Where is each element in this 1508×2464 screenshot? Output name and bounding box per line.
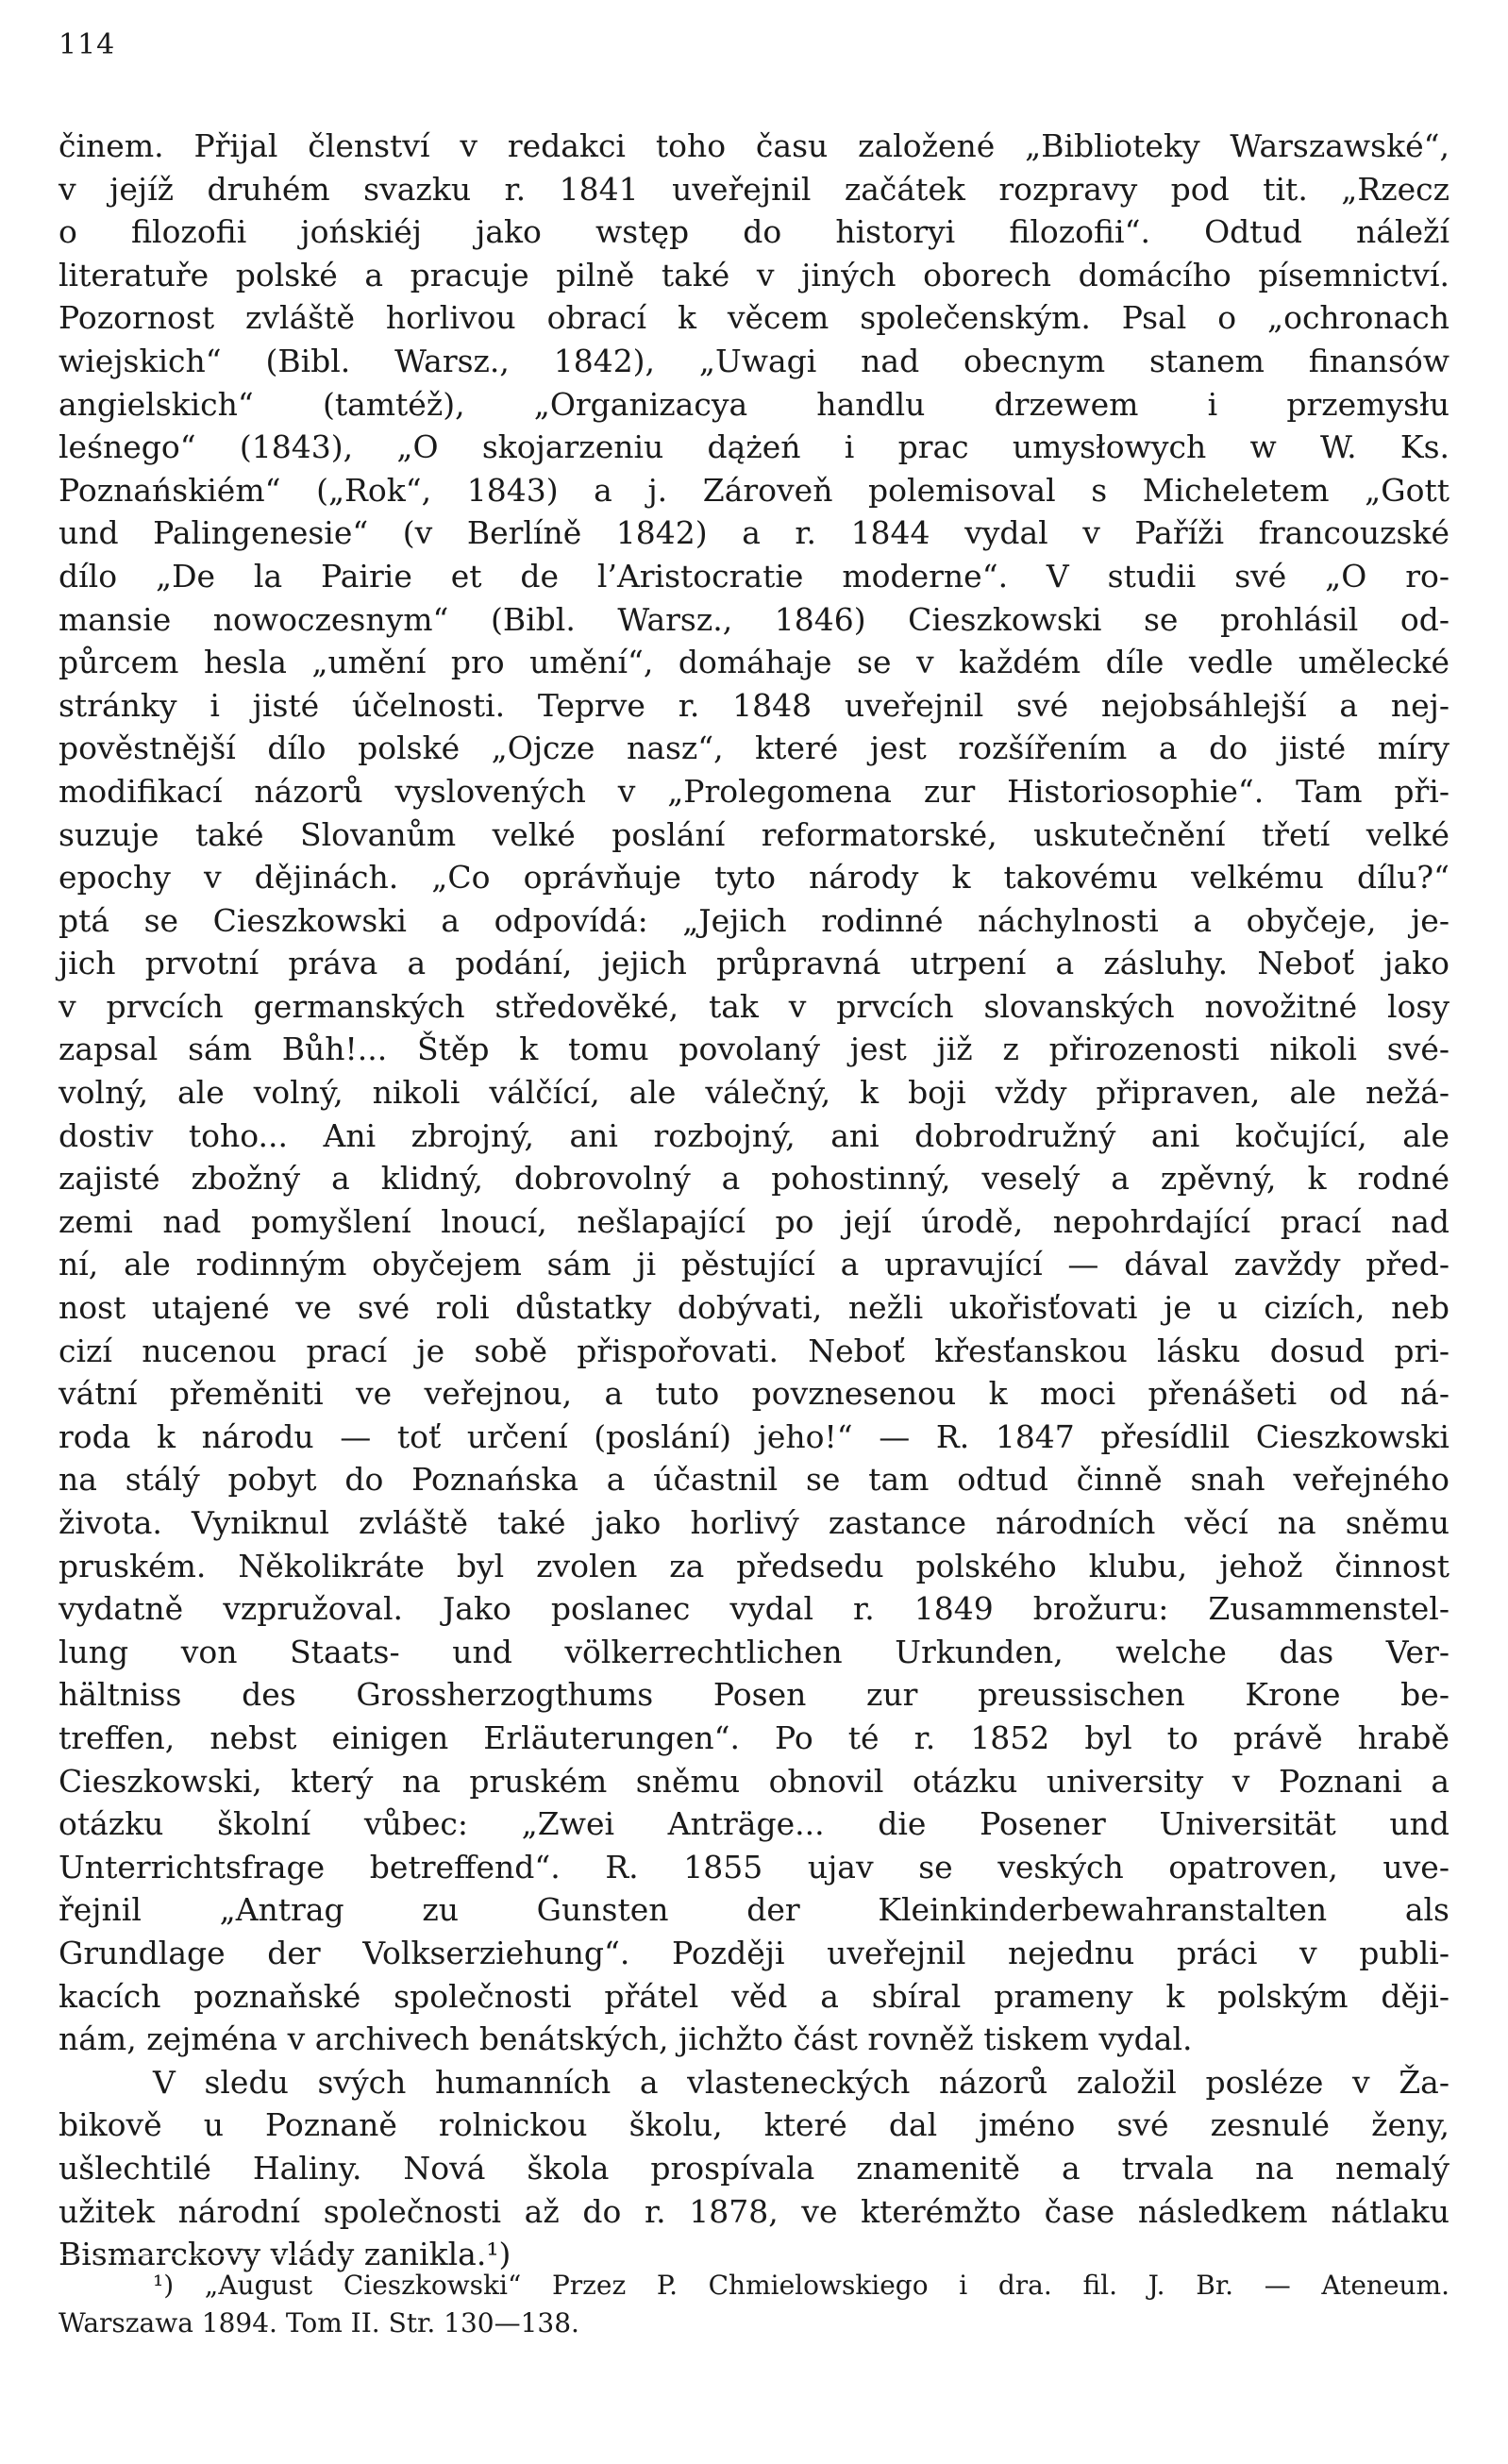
text-line: angielskich“ (tamtéž), „Organizacya handlu drzewem i przemysłu bbox=[59, 385, 1449, 423]
text-line: leśnego“ (1843), „O skojarzeniu dążeń i prac umysłowych w W. Ks. bbox=[59, 428, 1449, 466]
text-line: v prvcích germanských středověké, tak v prvcích slovanských novožitné losy bbox=[59, 987, 1449, 1025]
text-line: zapsal sám Bůh!... Štěp k tomu povolaný jest již z přirozenosti nikoli své- bbox=[59, 1031, 1449, 1068]
text-line: života. Vyniknul zvláště také jako horlivý zastance národních věcí na sněmu bbox=[59, 1504, 1449, 1541]
text-line: V sledu svých humanních a vlasteneckých názorů založil posléze v Ža- bbox=[153, 2063, 1449, 2101]
text-line: cizí nucenou prací je sobě přispořovati. Neboť křesťanskou lásku dosud pri- bbox=[59, 1332, 1449, 1369]
footnote bbox=[59, 2267, 1449, 2342]
text-line: treffen, nebst einigen Erläuterungen“. Po té r. 1852 byl to právě hrabě bbox=[59, 1718, 1449, 1756]
footnote-line: Warszawa 1894. Tom II. Str. 130—138. bbox=[59, 2307, 579, 2338]
page-number: 114 bbox=[59, 28, 116, 61]
text-line: na stálý pobyt do Poznańska a účastnil se tam odtud činně snah veřejného bbox=[59, 1461, 1449, 1499]
text-line: Unterrichtsfrage betreffend“. R. 1855 ujav se veských opatroven, uve- bbox=[59, 1848, 1449, 1886]
text-line: vydatně vzpružoval. Jako poslanec vydal r. 1849 brožuru: Zusammenstel- bbox=[59, 1590, 1449, 1628]
footnote-rule bbox=[59, 2255, 379, 2256]
text-line: kacích poznaňské společnosti přátel věd a sbíral prameny k polským ději- bbox=[59, 1977, 1449, 2015]
text-line: roda k národu — toť určení (poslání) jeho!“ — R. 1847 přesídlil Cieszkowski bbox=[59, 1417, 1449, 1455]
text-line: literatuře polské a pracuje pilně také v jiných oborech domácího písemnictví. bbox=[59, 256, 1449, 293]
text-line: nost utajené ve své roli důstatky dobývati, nežli ukořisťovati je u cizích, neb bbox=[59, 1289, 1449, 1327]
text-line: pověstnější dílo polské „Ojcze nasz“, které jest rozšířením a do jisté míry bbox=[59, 729, 1449, 767]
footnote-line: ¹) „August Cieszkowski“ Przez P. Chmielowskiego i dra. fil. J. Br. — Ateneum. bbox=[153, 2270, 1449, 2301]
text-line: dílo „De la Pairie et de l’Aristocratie moderne“. V studii své „O ro- bbox=[59, 557, 1449, 595]
text-line: dostiv toho... Ani zbrojný, ani rozbojný, ani dobrodružný ani kočující, ale bbox=[59, 1116, 1449, 1154]
text-line: nám, zejména v archivech benátských, jichžto část rovněž tiskem vydal. bbox=[59, 2020, 1193, 2058]
text-line: v jejíž druhém svazku r. 1841 uveřejnil začátek rozpravy pod tit. „Rzecz bbox=[59, 170, 1449, 208]
text-line: o filozofii jońskiéj jako wstęp do historyi filozofii“. Odtud náleží bbox=[59, 213, 1449, 251]
text-line: modifikací názorů vyslovených v „Prolegomena zur Historiosophie“. Tam při- bbox=[59, 772, 1449, 810]
text-line: zemi nad pomyšlení lnoucí, nešlapající po její úrodě, nepohrdající prací nad bbox=[59, 1202, 1449, 1240]
text-line: Poznańskiém“ („Rok“, 1843) a j. Zároveň polemisoval s Micheletem „Gott bbox=[59, 471, 1449, 509]
text-line: jich prvotní práva a podání, jejich průpravná utrpení a zásluhy. Neboť jako bbox=[59, 945, 1449, 982]
text-line: mansie nowoczesnym“ (Bibl. Warsz., 1846) Cieszkowski se prohlásil od- bbox=[59, 600, 1449, 638]
text-line: řejnil „Antrag zu Gunsten der Kleinkinderbewahranstalten als bbox=[59, 1891, 1449, 1929]
text-line: Cieszkowski, který na pruském sněmu obnovil otázku university v Poznani a bbox=[59, 1762, 1449, 1800]
text-line: und Palingenesie“ (v Berlíně 1842) a r. 1844 vydal v Paříži francouzské bbox=[59, 514, 1449, 552]
text-line: suzuje také Slovanům velké poslání reformatorské, uskutečnění třetí velké bbox=[59, 815, 1449, 853]
body-text bbox=[59, 125, 1449, 2276]
text-line: Grundlage der Volkserziehung“. Později uveřejnil nejednu práci v publi- bbox=[59, 1934, 1449, 1971]
text-line: pruském. Několikráte byl zvolen za předsedu polského klubu, jehož činnost bbox=[59, 1547, 1449, 1584]
text-line: stránky i jisté účelnosti. Teprve r. 1848 uveřejnil své nejobsáhlejší a nej- bbox=[59, 686, 1449, 724]
text-line: wiejskich“ (Bibl. Warsz., 1842), „Uwagi nad obecnym stanem finansów bbox=[59, 342, 1449, 379]
text-line: ní, ale rodinným obyčejem sám ji pěstující a upravující — dával zavždy před- bbox=[59, 1246, 1449, 1283]
text-line: půrcem hesla „umění pro umění“, domáhaje se v každém díle vedle umělecké bbox=[59, 644, 1449, 681]
text-line: hältniss des Grossherzogthums Posen zur preussischen Krone be- bbox=[59, 1676, 1449, 1714]
text-line: vátní přeměniti ve veřejnou, a tuto povznesenou k moci přenášeti od ná- bbox=[59, 1375, 1449, 1413]
text-line: volný, ale volný, nikoli válčící, ale válečný, k boji vždy připraven, ale nežá- bbox=[59, 1074, 1449, 1112]
text-line: lung von Staats- und völkerrechtlichen Urkunden, welche das Ver- bbox=[59, 1633, 1449, 1670]
text-line: užitek národní společnosti až do r. 1878, ve kterémžto čase následkem nátlaku bbox=[59, 2192, 1449, 2230]
text-line: Pozornost zvláště horlivou obrací k věcem společenským. Psal o „ochronach bbox=[59, 299, 1449, 337]
text-line: ptá se Cieszkowski a odpovídá: „Jejich rodinné náchylnosti a obyčeje, je- bbox=[59, 901, 1449, 939]
text-line: bikově u Poznaně rolnickou školu, které dal jméno své zesnulé ženy, bbox=[59, 2106, 1449, 2144]
text-line: epochy v dějinách. „Co oprávňuje tyto národy k takovému velkému dílu?“ bbox=[59, 859, 1449, 897]
text-line: Bismarckovy vlády zanikla.¹) bbox=[59, 2236, 511, 2273]
text-line: otázku školní vůbec: „Zwei Anträge... die Posener Universität und bbox=[59, 1805, 1449, 1843]
text-line: zajisté zbožný a klidný, dobrovolný a pohostinný, veselý a zpěvný, k rodné bbox=[59, 1160, 1449, 1198]
text-line: ušlechtilé Haliny. Nová škola prospívala znamenitě a trvala na nemalý bbox=[59, 2149, 1449, 2187]
text-line: činem. Přijal členství v redakci toho času založené „Biblioteky Warszawské“, bbox=[59, 127, 1449, 164]
